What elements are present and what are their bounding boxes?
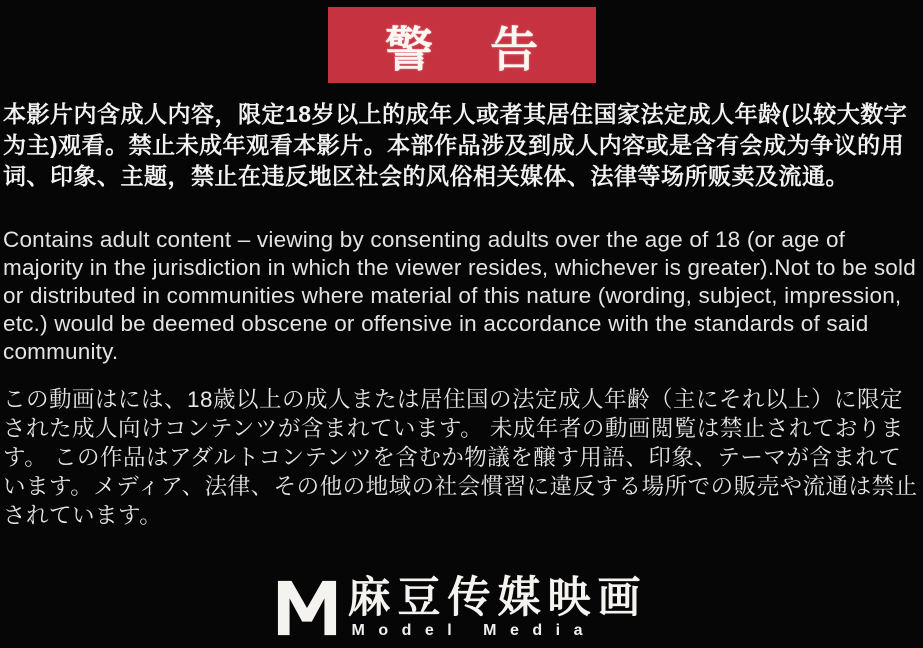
warning-banner-title: 警 告 xyxy=(384,23,561,77)
studio-name-english: Model Media xyxy=(351,622,597,639)
studio-name-cjk: 麻豆传媒映画 xyxy=(347,574,648,622)
warning-banner xyxy=(328,7,596,83)
studio-logo-text xyxy=(348,576,648,640)
warning-text-english: Contains adult content – viewing by consenting adults over the age of 18 (or age of majority in the jurisdiction in which the viewer resides, whichever is greater).Not to be sold or distributed in communities where material of this nature (wording, subject, impression, etc.) would be deemed obscene or offensive in accordance with the standards of said community. xyxy=(3,227,916,364)
studio-logo xyxy=(276,576,648,640)
warning-text-chinese: 本影片内含成人内容，限定18岁以上的成年人或者其居住国家法定成人年龄(以较大数字为主)观看。禁止未成年观看本影片。本部作品涉及到成人内容或是含有会成为争议的用词、印象、主题，禁止在违反地区社会的风俗相关媒体、法律等场所贩卖及流通。 xyxy=(3,101,908,189)
warning-text-japanese: この動画はには、18歳以上の成人または居住国の法定成人年齢（主にそれ以上）に限定された成人向けコンテンツが含まれています。 未成年者の動画閲覧は禁止されております。 この作品はアダルトコンテンツを含むか物議を醸す用語、印象、テーマが含まれています。メディア、法律、その他の地域の社会慣習に違反する場所での販売や流通は禁止されています。 xyxy=(3,387,918,528)
model-media-m-icon xyxy=(276,578,338,638)
